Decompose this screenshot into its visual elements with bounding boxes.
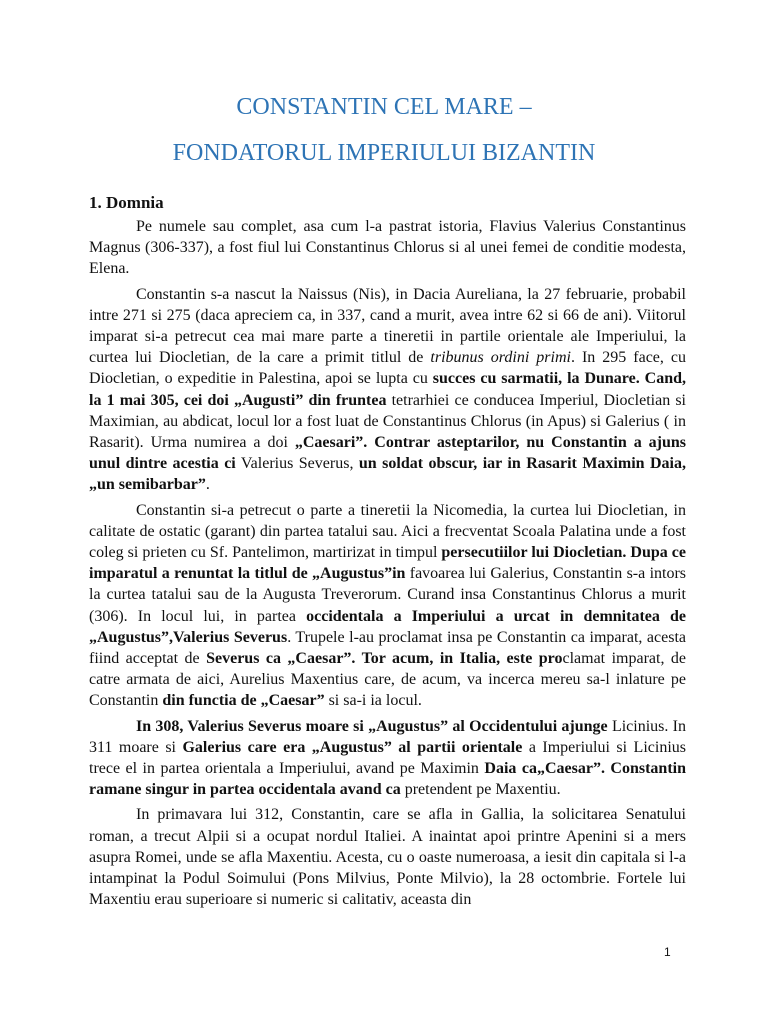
paragraph bbox=[89, 716, 686, 801]
paragraph bbox=[89, 284, 686, 496]
text-run: a Imperiului si Licinius trece el in partea orientala a Imperiului, avand pe Maximin bbox=[89, 738, 686, 778]
text-run: si sa-i ia locul. bbox=[324, 692, 422, 710]
bold-text-run: Galerius care era „Augustus” al partii orientale bbox=[182, 738, 523, 756]
bold-text-run: un soldat obscur, iar in Rasarit Maximin Daia, „un semibarbar” bbox=[89, 455, 686, 494]
bold-text-run: Severus ca „Caesar”. Tor acum, in Italia, este pro bbox=[206, 650, 563, 668]
bold-text-run: „Caesari”. Contrar asteptarilor, nu Constantin a ajuns unul dintre acestia ci bbox=[89, 434, 687, 473]
bold-text-run: Daia ca„Caesar”. Constantin ramane singur in partea occidentala avand ca bbox=[89, 760, 686, 799]
text-run: Constantin si-a petrecut o parte a tineretii la Nicomedia, la curtea lui Diocletian, in calitate de ostatic (garant) din partea tatalui sau. Aici a frecventat Scoala Palatina unde a fost coleg si prieten cu Sf. Pantelimon, martirizat in timpul bbox=[89, 501, 686, 562]
text-run: Constantin s-a nascut la Naissus (Nis), in Dacia Aureliana, la 27 februarie, probabil intre 271 si 275 (daca apreciem ca, in 337, cand a murit, avea intre 62 si 66 de ani). Viitorul imparat si-a petrecut cea mai mare parte a tineretii in partile orientale ale Imperiului, la curtea lui Diocletian, de la care a primit titlul de bbox=[89, 285, 686, 367]
text-run: clamat imparat, de catre armata de aici, Aurelius Maxentius care, de acum, va incerca mereu sa-l inlature pe Constantin bbox=[89, 650, 687, 710]
paragraph bbox=[89, 216, 686, 280]
text-run: . Trupele l-au proclamat insa pe Constantin ca imparat, acesta fiind acceptat de bbox=[89, 628, 686, 668]
text-run: Pe numele sau complet, asa cum l-a pastrat istoria, Flavius Valerius Constantinus Magnus (306-337), a fost fiul lui Constantinus Chlorus si al unei femei de conditie modesta, Elena. bbox=[89, 218, 686, 278]
text-run: pretendent pe Maxentiu. bbox=[400, 781, 561, 799]
text-run: tetrarhiei ce conducea Imperiul, Diocletian si Maximian, au abdicat, locul lor a fost luat de Constantinus Chlorus (in Apus) si Galerius ( in Rasarit). Urma numirea a doi bbox=[89, 391, 686, 452]
bold-text-run: occidentala a Imperiului a urcat in demnitatea de „Augustus”,Valerius Severus bbox=[89, 607, 686, 646]
bold-text-run: persecutiilor lui Diocletian. Dupa ce imparatul a renuntat la titlul de „Augustus”in bbox=[89, 544, 686, 583]
title-line-1: CONSTANTIN CEL MARE – bbox=[236, 94, 532, 120]
text-run: . In 295 face, cu Diocletian, o expeditie in Palestina, apoi se lupta cu bbox=[89, 349, 687, 388]
text-run: In primavara lui 312, Constantin, care se afla in Gallia, la solicitarea Senatului roman, a trecut Alpii si a ocupat nordul Italiei. A inaintat apoi printre Apenini si a mers asupra Romei, unde se afla Maxentiu. Acesta, cu o oaste numeroasa, a iesit din capitala si l-a intampinat la Podul Soimului (Pons Milvius, Ponte Milvio), la 28 octombrie. Fortele lui Maxentiu erau superioare si numeric si calitativ, aceasta din bbox=[89, 806, 686, 909]
text-run: Valerius Severus, bbox=[235, 455, 359, 473]
text-run: favoarea lui Galerius, Constantin s-a intors la curtea tatalui sau de la Augusta Treverorum. Curand insa Constantinus Chlorus a murit (306). In locul lui, in partea bbox=[89, 565, 687, 625]
bold-text-run: din functia de „Caesar” bbox=[162, 692, 325, 710]
body-text bbox=[89, 216, 686, 915]
bold-text-run: succes cu sarmatii, la Dunare. Cand, la 1 mai 305, cei doi „Augusti” din fruntea bbox=[89, 370, 686, 409]
title-line-2: FONDATORUL IMPERIULUI BIZANTIN bbox=[172, 140, 596, 166]
paragraph bbox=[89, 804, 686, 910]
italic-text-run: tribunus ordini primi bbox=[430, 349, 571, 367]
text-run: . bbox=[205, 476, 210, 494]
bold-text-run: In 308, Valerius Severus moare si „Augustus” al Occidentului ajunge bbox=[136, 717, 608, 735]
page-number: 1 bbox=[664, 945, 671, 959]
section-heading: 1. Domnia bbox=[89, 193, 164, 212]
text-run: Licinius. In 311 moare si bbox=[89, 717, 687, 756]
paragraph bbox=[89, 500, 686, 712]
